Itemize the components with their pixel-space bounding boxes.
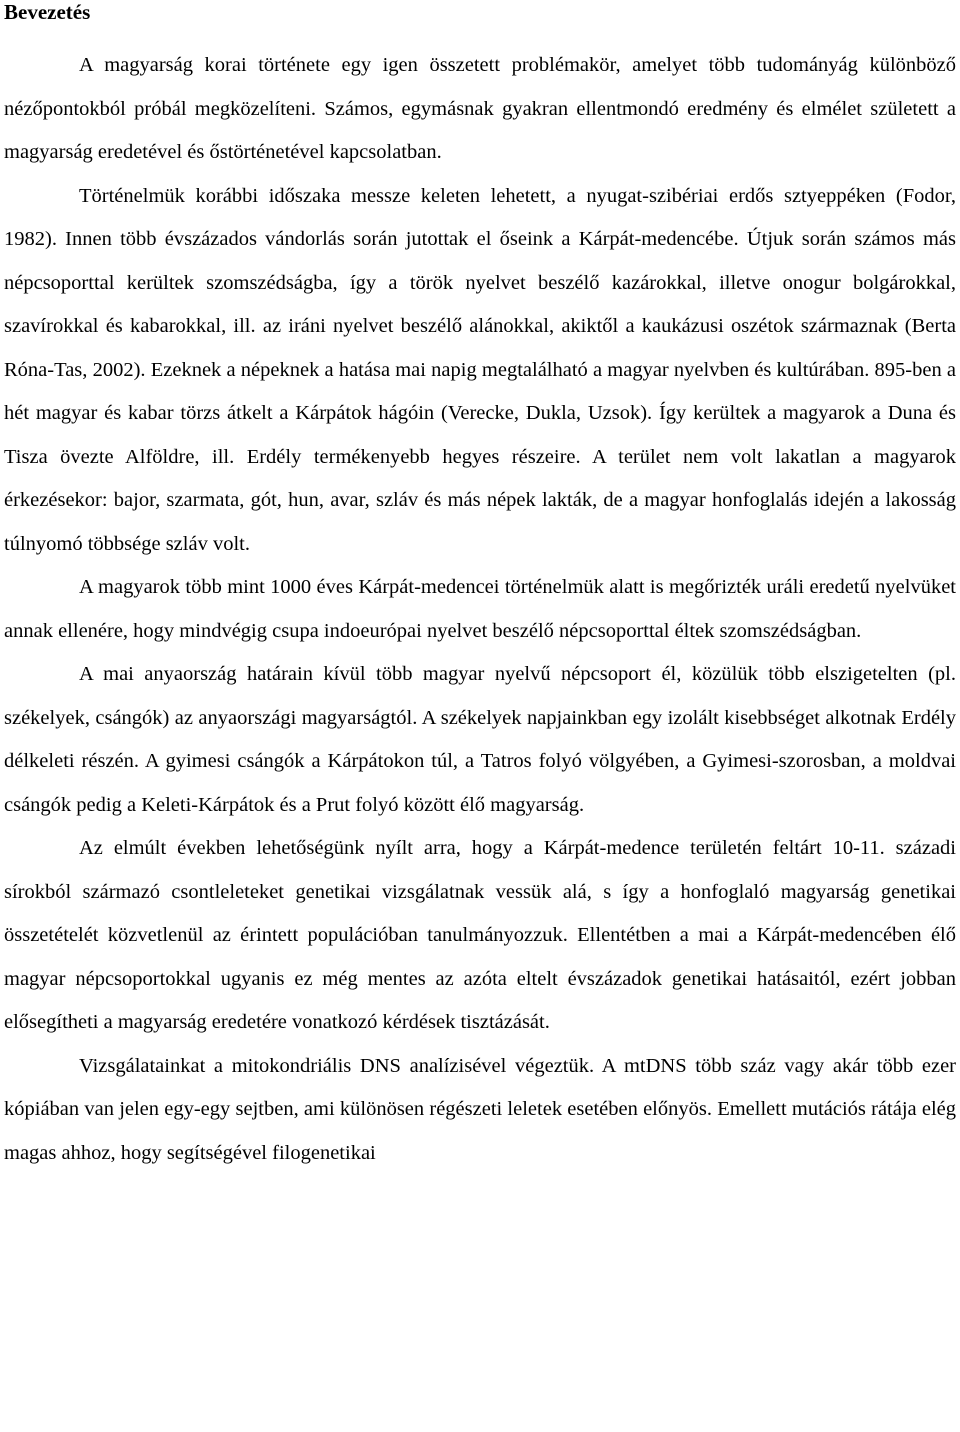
section-heading: Bevezetés <box>4 0 91 24</box>
paragraph-2: Történelmük korábbi időszaka messze keleten lehetett, a nyugat-szibériai erdős sztyeppéken (Fodor, 1982). Innen több évszázados vándorlás során jutottak el őseink a Kárpát-medencébe. Útjuk során számos más népcsoporttal kerültek szomszédságba, így a török nyelvet beszélő kazárokkal, illetve onogur bolgárokkal, szavírokkal és kabarokkal, ill. az iráni nyelvet beszélő alánokkal, akiktől a kaukázusi oszétok származnak (Berta Róna-Tas, 2002). Ezeknek a népeknek a hatása mai napig megtalálható a magyar nyelvben és kultúrában. 895-ben a hét magyar és kabar törzs átkelt a Kárpátok hágóin (Verecke, Dukla, Uzsok). Így kerültek a magyarok a Duna és Tisza övezte Alföldre, ill. Erdély termékenyebb hegyes részeire. A terület nem volt lakatlan a magyarok érkezésekor: bajor, szarmata, gót, hun, avar, szláv és más népek lakták, de a magyar honfoglalás idején a lakosság túlnyomó többsége szláv volt. <box>4 184 956 555</box>
paragraph-4: A mai anyaország határain kívül több magyar nyelvű népcsoport él, közülük több elszigetelten (pl. székelyek, csángók) az anyaországi magyarságtól. A székelyek napjainkban egy izolált kisebbséget alkotnak Erdély délkeleti részén. A gyimesi csángók a Kárpátokon túl, a Tatros folyó völgyében, a Gyimesi-szorosban, a moldvai csángók pedig a Keleti-Kárpátok és a Prut folyó között élő magyarság. <box>4 663 956 816</box>
paragraph-5: Az elmúlt években lehetőségünk nyílt arra, hogy a Kárpát-medence területén feltárt 10-11. századi sírokból származó csontleleteket genetikai vizsgálatnak vessük alá, s így a honfoglaló magyarság genetikai összetételét közvetlenül az érintett populációban tanulmányozzuk. Ellentétben a mai a Kárpát-medencében élő magyar népcsoportokkal ugyanis ez még mentes az azóta eltelt évszázadok genetikai hatásaitól, ezért jobban elősegítheti a magyarság eredetére vonatkozó kérdések tisztázását. <box>4 837 956 1033</box>
document-page <box>4 0 956 1175</box>
paragraph-6: Vizsgálatainkat a mitokondriális DNS analízisével végeztük. A mtDNS több száz vagy akár több ezer kópiában van jelen egy-egy sejtben, ami különösen régészeti leletek esetében előnyös. Emellett mutációs rátája elég magas ahhoz, hogy segítségével filogenetikai <box>4 1054 956 1164</box>
paragraph-1: A magyarság korai története egy igen összetett problémakör, amelyet több tudományág különböző nézőpontokból próbál megközelíteni. Számos, egymásnak gyakran ellentmondó eredmény és elmélet született a magyarság eredetével és őstörténetével kapcsolatban. <box>4 54 956 163</box>
paragraph-3: A magyarok több mint 1000 éves Kárpát-medencei történelmük alatt is megőrizték uráli eredetű nyelvüket annak ellenére, hogy mindvégig csupa indoeurópai nyelvet beszélő népcsoporttal éltek szomszédságban. <box>4 576 956 642</box>
